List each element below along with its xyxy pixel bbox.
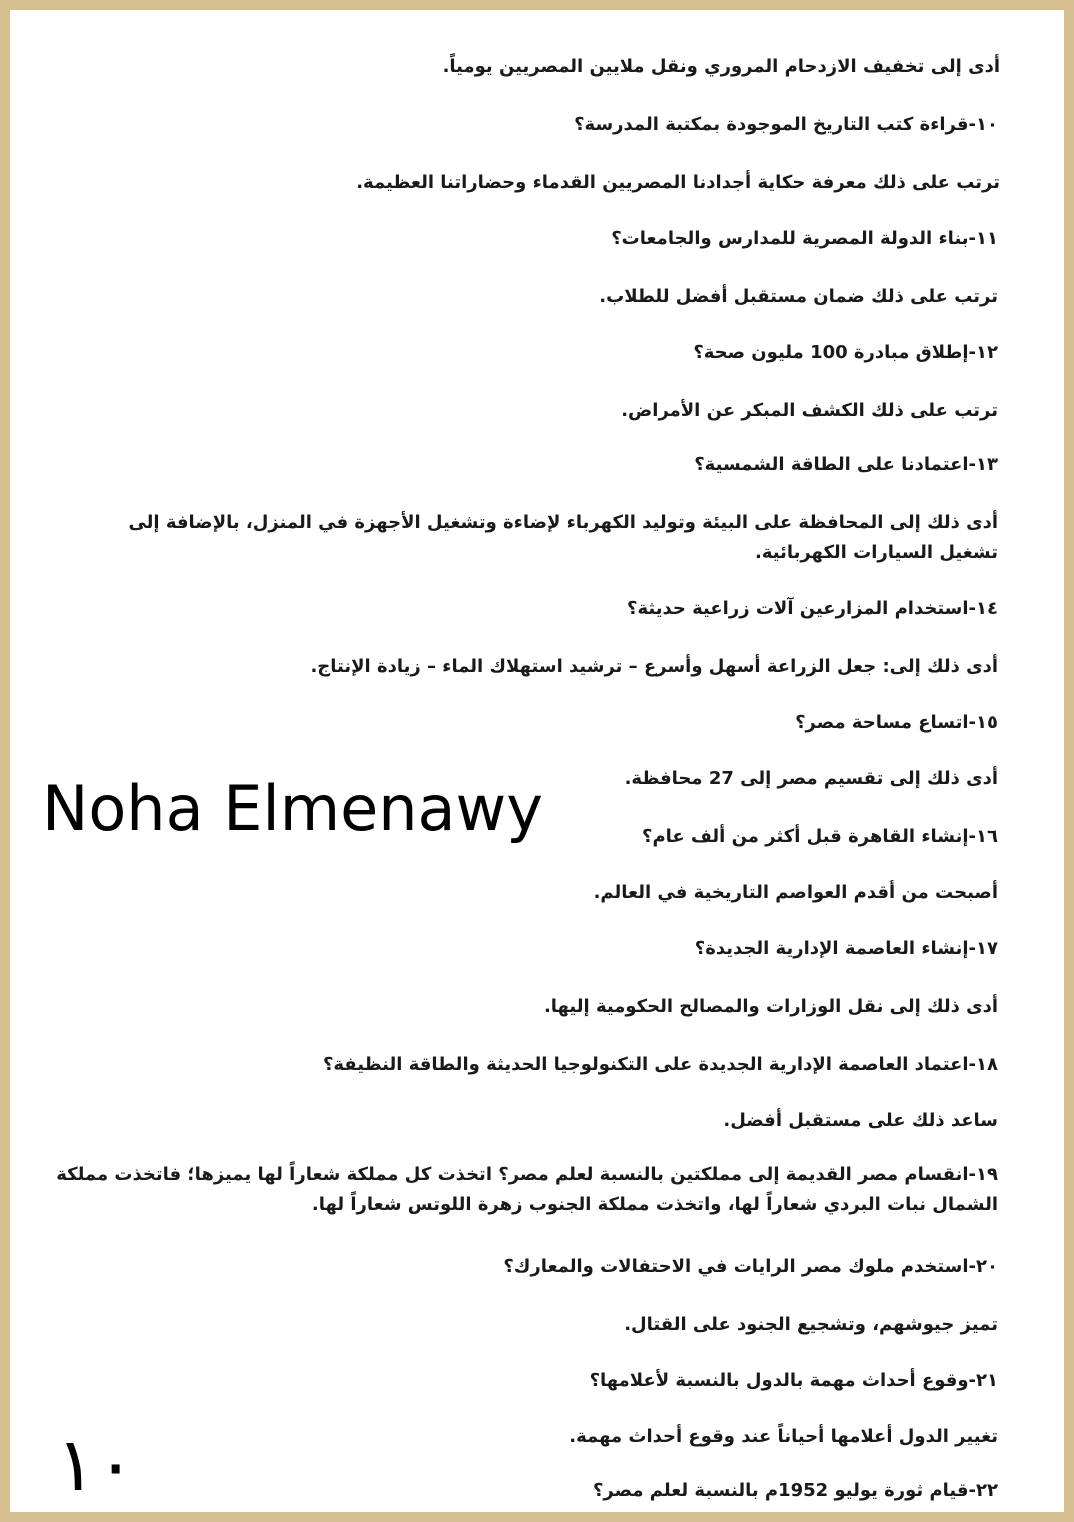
answer-16: أصبحت من أقدم العواصم التاريخية في العالم. <box>593 882 998 903</box>
answer-21: تغيير الدول أعلامها أحياناً عند وقوع أحداث مهمة. <box>569 1426 998 1447</box>
answer-15: أدى ذلك إلى تقسيم مصر إلى 27 محافظة. <box>624 768 998 789</box>
answer-18: ساعد ذلك على مستقبل أفضل. <box>723 1110 998 1131</box>
question-18: ١٨-اعتماد العاصمة الإدارية الجديدة على التكنولوجيا الحديثة والطاقة النظيفة؟ <box>322 1054 998 1075</box>
document-page <box>10 10 1064 1512</box>
question-12: ١٢-إطلاق مبادرة 100 مليون صحة؟ <box>693 342 998 363</box>
answer-14: أدى ذلك إلى: جعل الزراعة أسهل وأسرع – ترشيد استهلاك الماء – زيادة الإنتاج. <box>310 656 998 677</box>
question-22: ٢٢-قيام ثورة يوليو 1952م بالنسبة لعلم مصر؟ <box>592 1480 998 1501</box>
answer-11: ترتب على ذلك ضمان مستقبل أفضل للطلاب. <box>599 286 998 307</box>
question-20: ٢٠-استخدم ملوك مصر الرايات في الاحتفالات والمعارك؟ <box>503 1256 998 1277</box>
question-10: ١٠-قراءة كتب التاريخ الموجودة بمكتبة المدرسة؟ <box>574 114 998 135</box>
question-11: ١١-بناء الدولة المصرية للمدارس والجامعات؟ <box>611 228 998 249</box>
question-14: ١٤-استخدام المزارعين آلات زراعية حديثة؟ <box>627 598 998 619</box>
question-16: ١٦-إنشاء القاهرة قبل أكثر من ألف عام؟ <box>642 826 998 847</box>
author-watermark: Noha Elmenawy <box>42 772 543 845</box>
text-line-1: أدى إلى تخفيف الازدحام المروري ونقل ملايين المصريين يومياً. <box>442 56 1000 77</box>
question-21: ٢١-وقوع أحداث مهمة بالدول بالنسبة لأعلامها؟ <box>589 1370 998 1391</box>
page-number: ١٠ <box>56 1422 136 1508</box>
answer-20: تميز جيوشهم، وتشجيع الجنود على القتال. <box>624 1314 998 1335</box>
question-19: ١٩-انقسام مصر القديمة إلى مملكتين بالنسبة لعلم مصر؟ اتخذت كل مملكة شعاراً لها يميزها؛ فاتخذت مملكة الشمال نبات البردي شعاراً لها، واتخذت مملكة الجنوب زهرة اللوتس شعاراً لها. <box>56 1164 998 1215</box>
question-15: ١٥-اتساع مساحة مصر؟ <box>795 712 998 733</box>
answer-10: ترتب على ذلك معرفة حكاية أجدادنا المصريين القدماء وحضاراتنا العظيمة. <box>356 172 1000 193</box>
answer-17: أدى ذلك إلى نقل الوزارات والمصالح الحكومية إليها. <box>543 996 998 1017</box>
question-17: ١٧-إنشاء العاصمة الإدارية الجديدة؟ <box>694 938 998 959</box>
answer-13: أدى ذلك إلى المحافظة على البيئة وتوليد الكهرباء لإضاءة وتشغيل الأجهزة في المنزل، بالإضافة إلى تشغيل السيارات الكهربائية. <box>128 512 998 563</box>
answer-12: ترتب على ذلك الكشف المبكر عن الأمراض. <box>621 400 998 421</box>
question-13: ١٣-اعتمادنا على الطاقة الشمسية؟ <box>694 454 998 475</box>
